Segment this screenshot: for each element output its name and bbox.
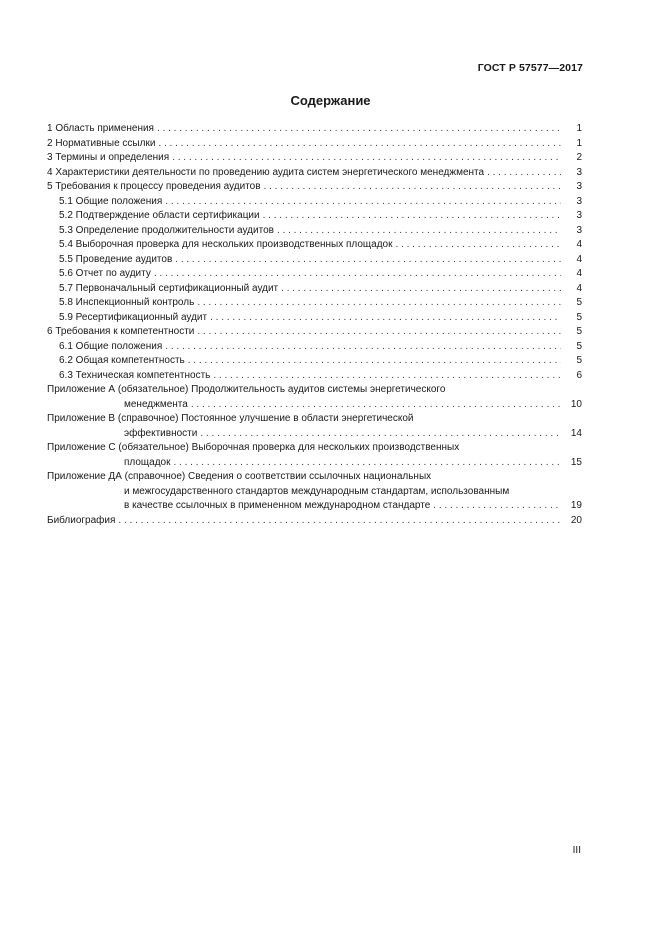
toc-entry-text: 5.7 Первоначальный сертификационный аудит bbox=[59, 282, 279, 294]
toc-leader bbox=[165, 195, 561, 210]
toc-entry-page: 5 bbox=[576, 340, 582, 352]
toc-subentry[interactable] bbox=[47, 296, 582, 311]
toc-appendix-c-cont[interactable] bbox=[47, 456, 582, 471]
toc-leader bbox=[210, 311, 561, 326]
toc-subentry[interactable] bbox=[47, 209, 582, 224]
toc-entry-text: 5.5 Проведение аудитов bbox=[59, 253, 173, 265]
toc-leader bbox=[197, 325, 561, 340]
toc-entry-text-cont: площадок bbox=[124, 456, 171, 468]
toc-entry-text: 5.8 Инспекционный контроль bbox=[59, 297, 195, 308]
toc-entry-page: 4 bbox=[576, 253, 582, 265]
toc-entry[interactable] bbox=[47, 122, 582, 137]
toc-entry[interactable] bbox=[47, 180, 582, 195]
toc-subentry[interactable] bbox=[47, 282, 582, 297]
toc-entry[interactable] bbox=[47, 151, 582, 166]
toc-leader bbox=[263, 209, 561, 224]
toc-entry-page: 10 bbox=[570, 398, 582, 410]
toc-entry-page: 4 bbox=[576, 268, 582, 279]
toc-leader bbox=[277, 224, 561, 239]
toc-entry[interactable] bbox=[47, 166, 582, 181]
toc-entry-text-cont: эффективности bbox=[124, 427, 198, 439]
toc-subentry[interactable] bbox=[47, 267, 582, 282]
toc-entry-text: 6.3 Техническая компетентность bbox=[59, 369, 211, 381]
toc-entry[interactable] bbox=[47, 137, 582, 152]
toc-leader bbox=[154, 267, 561, 282]
toc-leader bbox=[213, 369, 561, 384]
toc-leader bbox=[158, 137, 561, 152]
document-code: ГОСТ Р 57577—2017 bbox=[477, 62, 583, 74]
toc-leader bbox=[487, 166, 561, 181]
toc-entry-page: 2 bbox=[576, 152, 582, 163]
toc-entry-text: 6.2 Общая компетентность bbox=[59, 355, 185, 366]
toc-appendix-a-cont[interactable] bbox=[47, 398, 582, 413]
toc-entry-text: 2 Нормативные ссылки bbox=[47, 137, 156, 149]
toc-leader bbox=[172, 151, 561, 166]
toc-entry-bibliography[interactable] bbox=[47, 514, 582, 529]
toc-entry-page: 15 bbox=[570, 456, 582, 468]
toc-entry-page: 3 bbox=[576, 210, 582, 221]
toc-entry-text-cont: менеджмента bbox=[124, 398, 188, 410]
toc-appendix-b[interactable] bbox=[47, 412, 582, 427]
toc-leader bbox=[433, 499, 561, 514]
toc-appendix-da[interactable] bbox=[47, 470, 582, 485]
toc-entry-page: 20 bbox=[570, 514, 582, 526]
toc-subentry[interactable] bbox=[47, 369, 582, 384]
page-number: III bbox=[572, 845, 581, 856]
toc-entry-text: 5.9 Ресертификационный аудит bbox=[59, 311, 208, 323]
toc-entry-text: Приложение В (справочное) Постоянное улучшение в области энергетической bbox=[47, 413, 414, 424]
toc-entry-page: 5 bbox=[576, 297, 582, 308]
toc-entry-page: 5 bbox=[576, 311, 582, 323]
toc-entry-page: 3 bbox=[576, 195, 582, 207]
toc-entry-page: 5 bbox=[576, 326, 582, 337]
table-of-contents bbox=[47, 122, 582, 528]
toc-leader bbox=[173, 456, 561, 471]
toc-title: Содержание bbox=[290, 93, 371, 108]
toc-appendix-a[interactable] bbox=[47, 383, 582, 398]
toc-entry-page: 1 bbox=[576, 123, 582, 134]
toc-subentry[interactable] bbox=[47, 224, 582, 239]
toc-leader bbox=[264, 180, 561, 195]
toc-entry-page: 5 bbox=[576, 355, 582, 366]
toc-entry-text-cont: и межгосударственного стандартов международным стандартам, использованным bbox=[124, 485, 510, 497]
toc-entry-text: 6.1 Общие положения bbox=[59, 340, 163, 352]
toc-subentry[interactable] bbox=[47, 253, 582, 268]
toc-entry-text: 1 Область применения bbox=[47, 123, 154, 134]
toc-subentry[interactable] bbox=[47, 238, 582, 253]
toc-entry-text: 5.1 Общие положения bbox=[59, 195, 163, 207]
toc-subentry[interactable] bbox=[47, 311, 582, 326]
toc-leader bbox=[157, 122, 561, 137]
toc-leader bbox=[118, 514, 561, 529]
toc-subentry[interactable] bbox=[47, 340, 582, 355]
toc-entry-page: 19 bbox=[570, 500, 582, 511]
toc-entry-text: 4 Характеристики деятельности по проведению аудита систем энергетического менеджмента bbox=[47, 166, 485, 178]
toc-appendix-c[interactable] bbox=[47, 441, 582, 456]
toc-leader bbox=[200, 427, 561, 442]
toc-leader bbox=[188, 354, 561, 369]
toc-entry-page: 3 bbox=[576, 181, 582, 192]
toc-entry-text: 5.3 Определение продолжительности аудитов bbox=[59, 224, 274, 236]
toc-entry-text: 6 Требования к компетентности bbox=[47, 326, 195, 337]
toc-leader bbox=[197, 296, 561, 311]
toc-entry[interactable] bbox=[47, 325, 582, 340]
toc-leader bbox=[281, 282, 561, 297]
toc-entry-text: 5.2 Подтверждение области сертификации bbox=[59, 210, 260, 221]
toc-entry-page: 6 bbox=[576, 369, 582, 381]
toc-entry-text-cont: в качестве ссылочных в примененном международном стандарте bbox=[124, 500, 431, 511]
toc-entry-text: Приложение А (обязательное) Продолжительность аудитов системы энергетического bbox=[47, 384, 446, 395]
toc-entry-text: 5.6 Отчет по аудиту bbox=[59, 268, 151, 279]
toc-appendix-da-cont2[interactable] bbox=[47, 499, 582, 514]
toc-entry-page: 3 bbox=[576, 224, 582, 236]
toc-entry-page: 4 bbox=[576, 239, 582, 250]
toc-leader bbox=[396, 238, 562, 253]
toc-leader bbox=[165, 340, 561, 355]
toc-entry-text: 5 Требования к процессу проведения аудитов bbox=[47, 181, 261, 192]
toc-subentry[interactable] bbox=[47, 354, 582, 369]
toc-entry-page: 4 bbox=[576, 282, 582, 294]
toc-entry-page: 14 bbox=[570, 427, 582, 439]
toc-entry-page: 3 bbox=[576, 166, 582, 178]
toc-leader bbox=[191, 398, 561, 413]
toc-entry-page: 1 bbox=[576, 137, 582, 149]
toc-entry-text: Приложение ДА (справочное) Сведения о соответствии ссылочных национальных bbox=[47, 471, 432, 482]
toc-leader bbox=[175, 253, 561, 268]
toc-appendix-da-cont1[interactable] bbox=[47, 485, 582, 500]
toc-subentry[interactable] bbox=[47, 195, 582, 210]
toc-entry-text: Приложение С (обязательное) Выборочная проверка для нескольких производственных bbox=[47, 442, 460, 453]
toc-appendix-b-cont[interactable] bbox=[47, 427, 582, 442]
toc-entry-text: 3 Термины и определения bbox=[47, 152, 170, 163]
toc-entry-text: Библиография bbox=[47, 514, 116, 526]
toc-entry-text: 5.4 Выборочная проверка для нескольких производственных площадок bbox=[59, 239, 393, 250]
